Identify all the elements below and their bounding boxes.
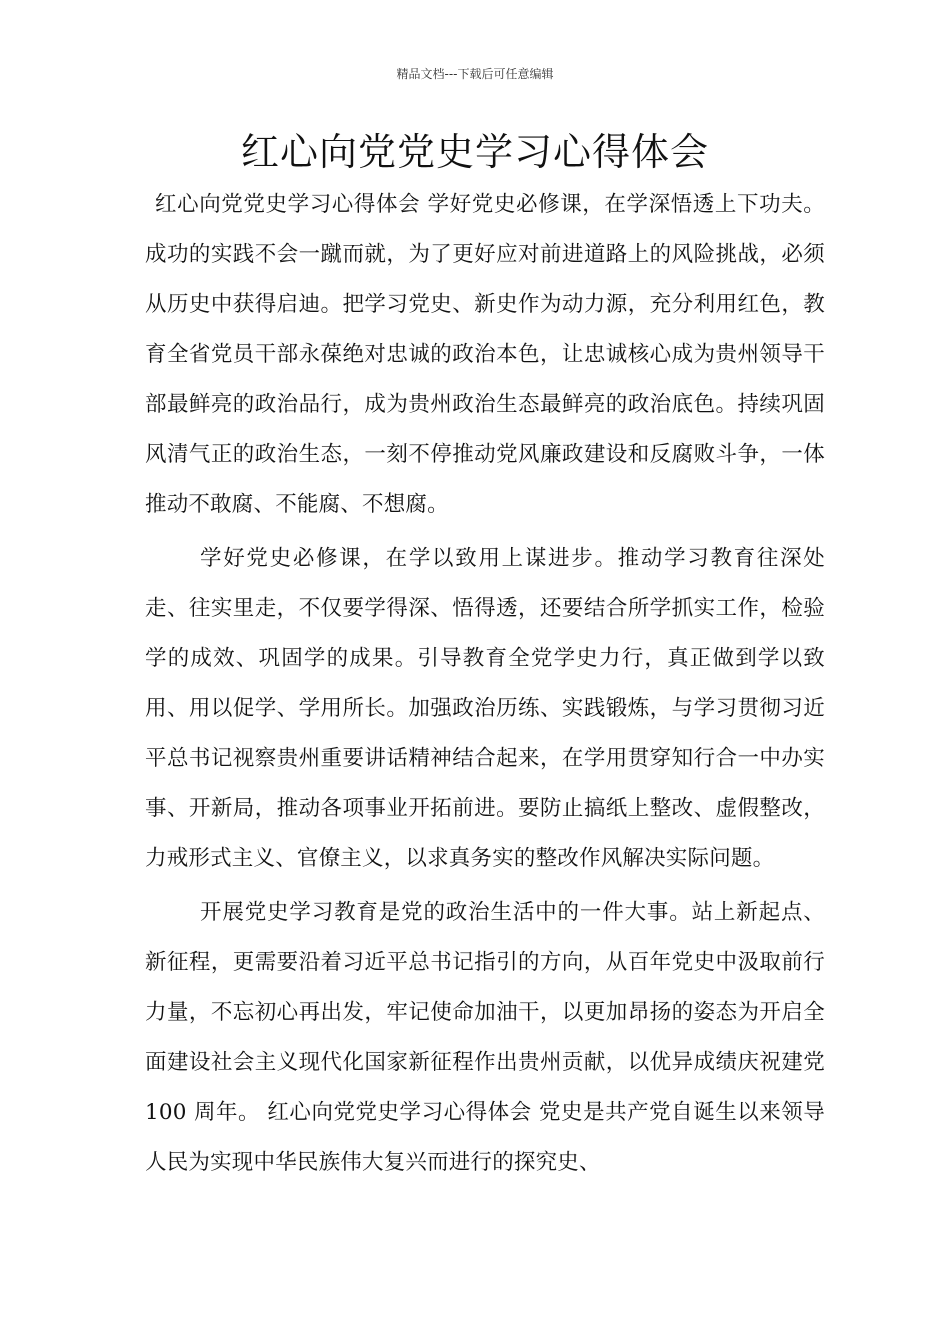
paragraph-2: 学好党史必修课，在学以致用上谋进步。推动学习教育往深处走、往实里走，不仅要学得深、悟得透，还要结合所学抓实工作，检验学的成效、巩固学的成果。引导教育全党学史力行，真正做到学以致用、用以促学、学用所长。加强政治历练、实践锻炼，与学习贯彻习近平总书记视察贵州重要讲话精神结合起来，在学用贯穿知行合一中办实事、开新局，推动各项事业开拓前进。要防止搞纸上整改、虚假整改，力戒形式主义、官僚主义，以求真务实的整改作风解决实际问题。 [145, 546, 825, 871]
document-title: 红心向党党史学习心得体会 [240, 130, 709, 174]
header-note: 精品文档---下载后可任意编辑 [396, 67, 554, 81]
paragraph-3: 开展党史学习教育是党的政治生活中的一件大事。站上新起点、新征程，更需要沿着习近平总书记指引的方向，从百年党史中汲取前行力量，不忘初心再出发，牢记使命加油干，以更加昂扬的姿态为开启全面建设社会主义现代化国家新征程作出贵州贡献，以优异成绩庆祝建党 100 周年。 红心向党党史学习心得体会 党史是共产党自诞生以来领导人民为实现中华民族伟大复兴而进行的探究史、 [145, 900, 825, 1175]
paragraph-1: 红心向党党史学习心得体会 学好党史必修课，在学深悟透上下功夫。成功的实践不会一蹴而就，为了更好应对前进道路上的风险挑战，必须从历史中获得启迪。把学习党史、新史作为动力源，充分利用红色，教育全省党员干部永葆绝对忠诚的政治本色，让忠诚核心成为贵州领导干部最鲜亮的政治品行，成为贵州政治生态最鲜亮的政治底色。持续巩固风清气正的政治生态，一刻不停推动党风廉政建设和反腐败斗争，一体推动不敢腐、不能腐、不想腐。 [145, 192, 825, 517]
document-body [145, 180, 825, 1192]
